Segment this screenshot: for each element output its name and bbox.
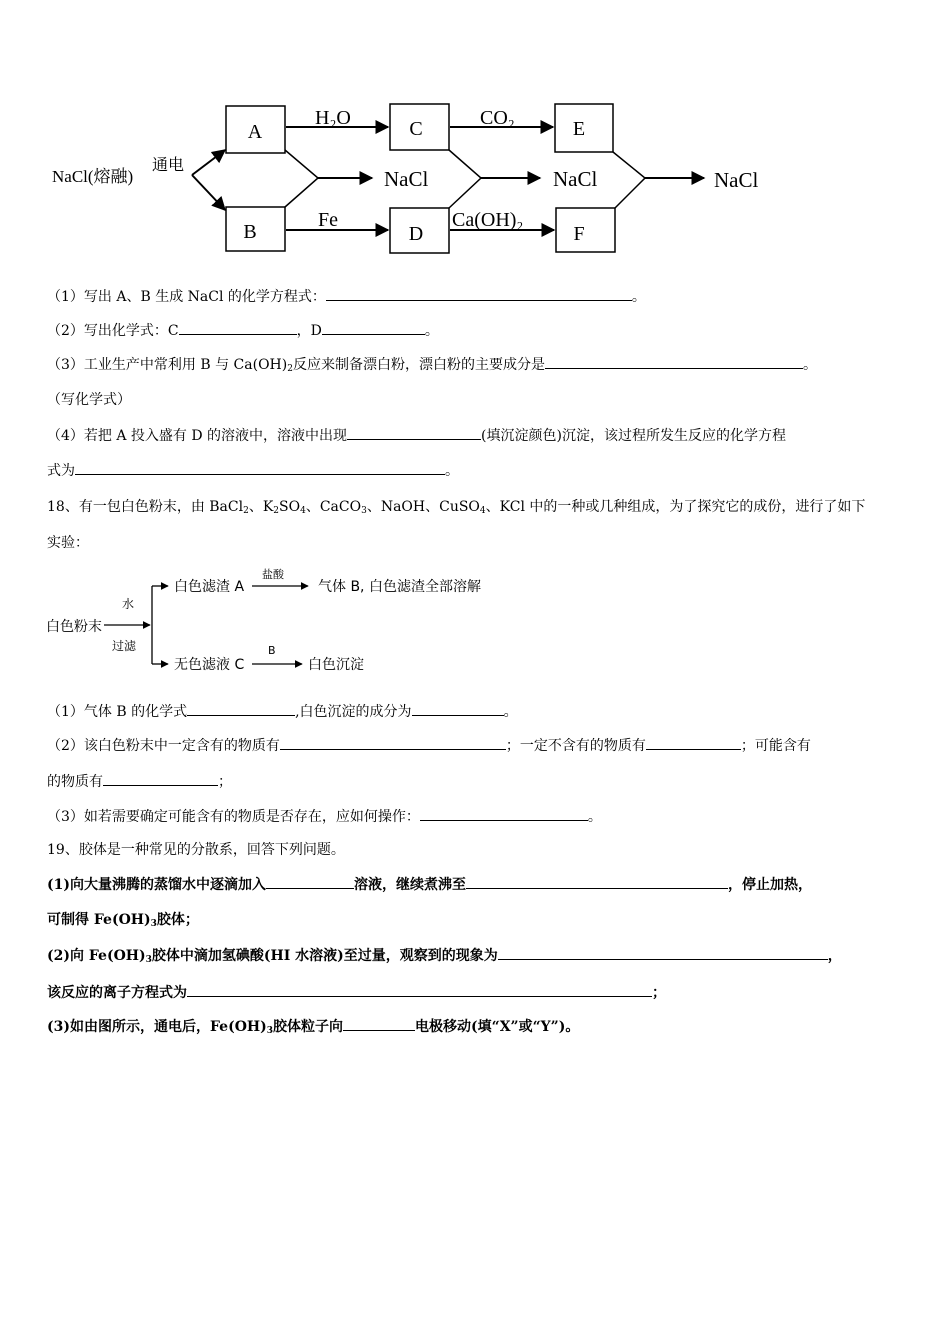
- label-h2o: H₂O: [315, 107, 351, 129]
- answer-blank[interactable]: [646, 735, 741, 750]
- answer-blank[interactable]: [343, 1016, 415, 1031]
- q19-part1: (1)向大量沸腾的蒸馏水中逐滴加入 溶液，继续煮沸至 ，停止加热，: [47, 874, 812, 895]
- q18-stem: 18、有一包白色粉末，由 BaCl$_2$、$K_2SO_4$、CaCO$_3$、NaOH、CuSO$_4$、KCl 中的一种或几种组成，为了探究它的成份，进行了如下: [47, 499, 866, 516]
- answer-blank[interactable]: [420, 806, 588, 821]
- answer-blank[interactable]: [179, 320, 297, 335]
- label-fe: Fe: [318, 209, 338, 231]
- experiment-diagram: [40, 568, 560, 678]
- answer-blank[interactable]: [322, 320, 425, 335]
- q17-part3: （3）工业生产中常利用 B 与 $Ca(OH)_2$反应来制备漂白粉，漂白粉的主要成分是 。: [47, 354, 817, 375]
- answer-blank[interactable]: [75, 460, 445, 475]
- q19-part2: (2)向 $Fe(OH)_3$胶体中滴加氢碘酸(HI 水溶液)至过量，观察到的现象为 ，: [47, 945, 842, 966]
- answer-blank[interactable]: [412, 701, 504, 716]
- arrow-to-a: [192, 150, 225, 175]
- powder-label: 白色粉末: [46, 619, 102, 635]
- water-label: 水: [122, 597, 135, 611]
- q17-part4: （4）若把 A 投入盛有 D 的溶液中，溶液中出现 (填沉淀颜色)沉淀，该过程所发生反应的化学方程: [47, 425, 786, 446]
- merge-cd: [449, 150, 481, 208]
- svg-text:B: B: [243, 221, 257, 243]
- q19-part2-line2: 该反应的离子方程式为 ；: [47, 982, 666, 1003]
- svg-text:D: D: [408, 223, 424, 245]
- answer-blank[interactable]: [466, 874, 728, 889]
- reaction-diagram-1: [0, 0, 950, 270]
- q18-part3: （3）如若需要确定可能含有的物质是否存在，应如何操作： 。: [47, 806, 602, 827]
- answer-blank[interactable]: [103, 771, 218, 786]
- q17-part2: （2）写出化学式：C ，D 。: [47, 320, 439, 341]
- answer-blank[interactable]: [187, 701, 295, 716]
- q17-part4-line2: 式为 。: [47, 460, 459, 481]
- product-nacl-1: NaCl: [384, 167, 429, 191]
- q18-part1: （1）气体 B 的化学式 ,白色沉淀的成分为 。: [47, 701, 518, 722]
- filtrate-c-label: 无色滤液 C: [174, 657, 245, 673]
- merge-ab: [285, 150, 318, 207]
- q19-part3: (3)如由图所示，通电后，$Fe(OH)_3$胶体粒子向 电极移动(填“X”或“Y”)。: [47, 1016, 579, 1037]
- acid-label: 盐酸: [262, 568, 284, 581]
- answer-blank[interactable]: [266, 874, 354, 889]
- svg-text:A: A: [247, 121, 263, 143]
- reagent-b-label: B: [268, 644, 276, 657]
- box-e: [555, 104, 613, 152]
- box-b: [226, 207, 285, 251]
- answer-blank[interactable]: [326, 286, 632, 301]
- answer-blank[interactable]: [498, 945, 828, 960]
- arrow-to-b: [192, 175, 225, 210]
- q18-part2: （2）该白色粉末中一定含有的物质有 ；一定不含有的物质有 ；可能含有: [47, 735, 811, 756]
- svg-text:E: E: [572, 118, 586, 140]
- answer-blank[interactable]: [347, 425, 481, 440]
- q17-part1: （1）写出 A、B 生成 NaCl 的化学方程式： 。: [47, 286, 646, 307]
- box-c: [390, 104, 449, 150]
- svg-text:F: F: [573, 223, 585, 245]
- gas-result-label: 气体 B, 白色滤渣全部溶解: [318, 579, 481, 595]
- answer-blank[interactable]: [545, 354, 803, 369]
- q19-stem: 19、胶体是一种常见的分散系，回答下列问题。: [47, 842, 345, 858]
- q17-part3-note: （写化学式）: [47, 392, 131, 408]
- label-co2: CO₂: [480, 107, 515, 129]
- q18-part2-line2: 的物质有 ；: [47, 771, 232, 792]
- q19-part1-line2: 可制得 $Fe(OH)_3$胶体；: [47, 912, 199, 929]
- product-nacl-3: NaCl: [714, 168, 759, 192]
- box-a: [226, 106, 285, 153]
- filter-label: 过滤: [112, 639, 137, 653]
- q18-stem-line2: 实验：: [47, 535, 89, 551]
- merge-ef: [613, 152, 645, 208]
- precipitate-label: 白色沉淀: [308, 657, 364, 673]
- label-caoh2: Ca(OH)₂: [452, 209, 524, 231]
- box-f: [556, 208, 615, 252]
- answer-blank[interactable]: [187, 982, 652, 997]
- box-d: [390, 208, 449, 253]
- answer-blank[interactable]: [280, 735, 506, 750]
- svg-text:C: C: [409, 118, 423, 140]
- start-arrow-label: 通电: [152, 157, 185, 174]
- product-nacl-2: NaCl: [553, 167, 598, 191]
- residue-a-label: 白色滤渣 A: [174, 579, 245, 595]
- start-label: NaCl(熔融): [52, 167, 134, 186]
